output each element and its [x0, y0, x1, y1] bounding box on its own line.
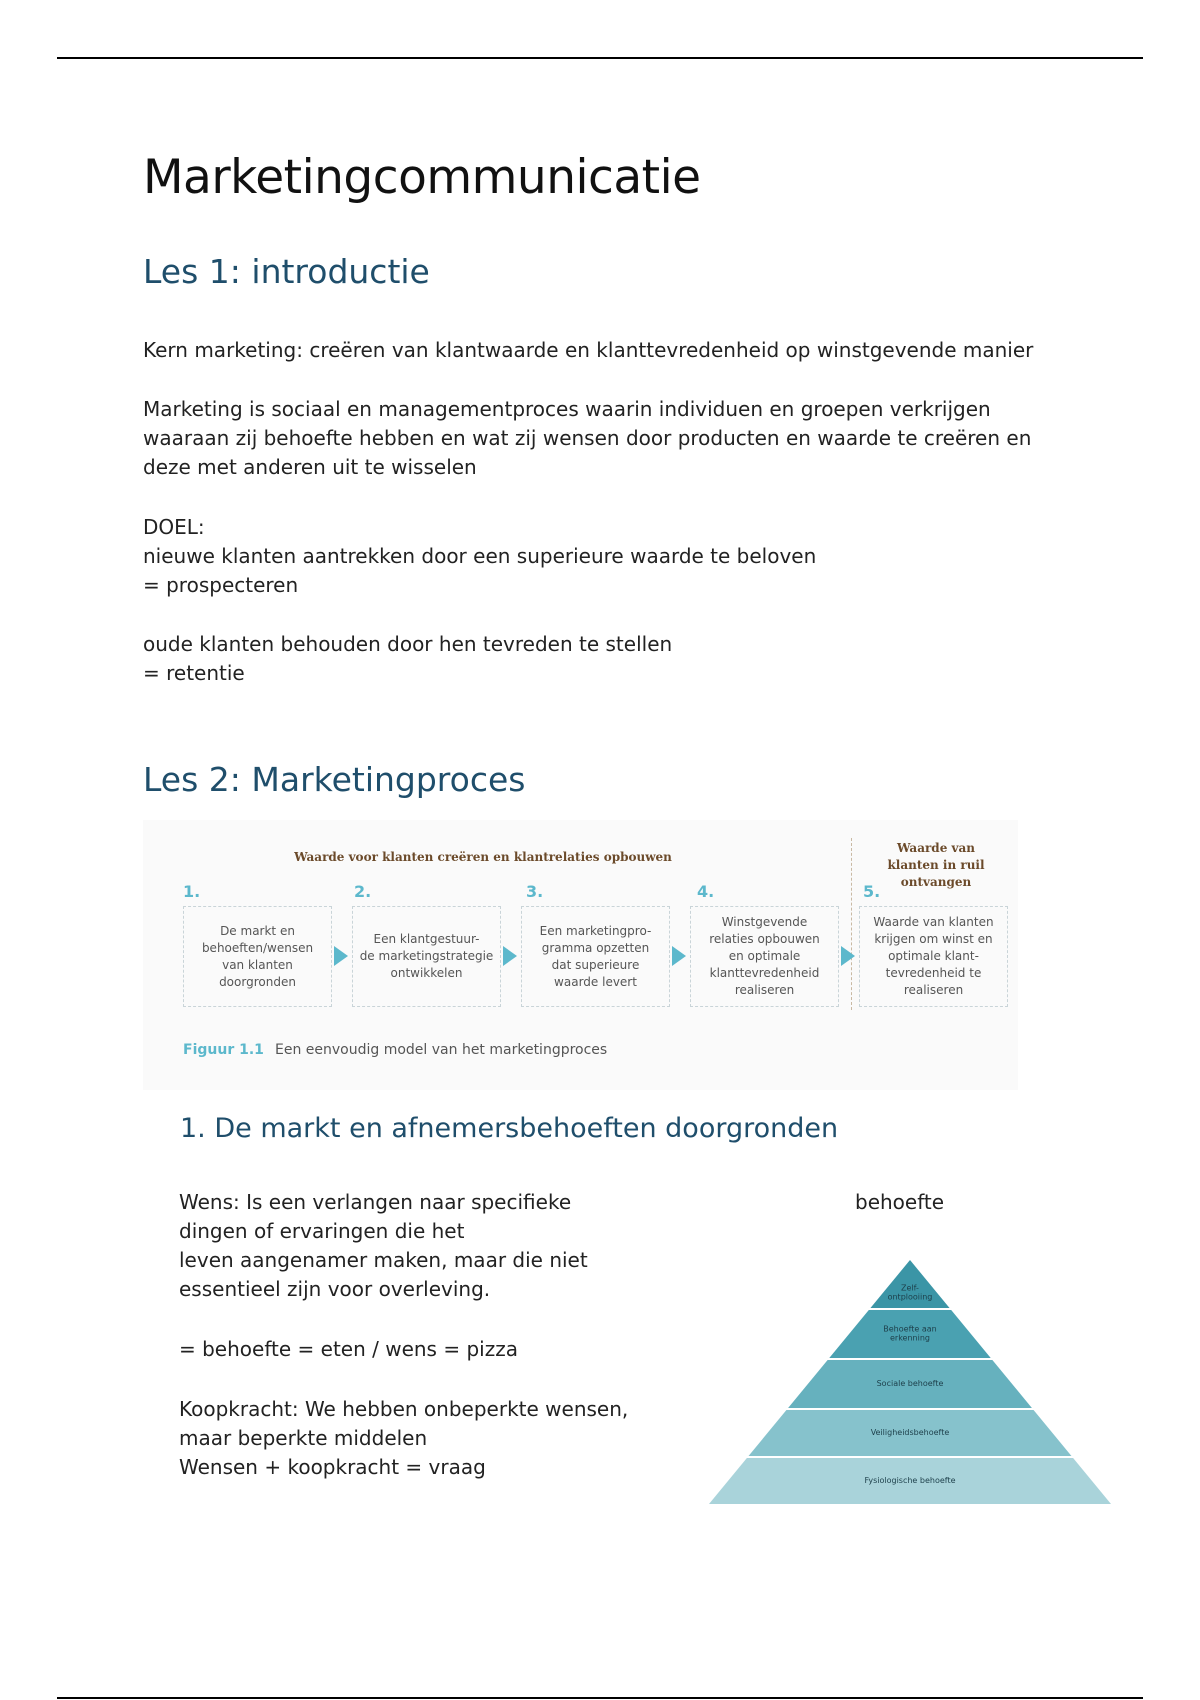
step-text: Een klantgestuur- de marketingstrategie ontwikkelen	[359, 932, 494, 980]
arrow-right-icon	[334, 946, 348, 966]
definition-line: Marketing is sociaal en managementproces waarin individuen en groepen verkrijgen	[143, 397, 991, 421]
doel-line: = prospecteren	[143, 573, 299, 597]
kern-marketing-text: Kern marketing: creëren van klantwaarde en klanttevredenheid op winstgevende manier	[143, 338, 1034, 362]
process-step-box	[352, 906, 501, 1007]
step-text: Winstgevende relaties opbouwen en optimale klanttevredenheid realiseren	[709, 915, 820, 997]
koopkracht-line: Wensen + koopkracht = vraag	[179, 1455, 486, 1479]
step-text: Een marketingpro- gramma opzetten dat superieure waarde levert	[539, 923, 652, 989]
top-rule	[57, 57, 1143, 59]
pyramid-level-label: Sociale behoefte	[876, 1379, 944, 1388]
step-number: 4.	[697, 882, 715, 901]
wens-line: Wens: Is een verlangen naar specifieke	[179, 1190, 572, 1214]
doel-label: DOEL:	[143, 515, 205, 539]
koopkracht-line: maar beperkte middelen	[179, 1426, 428, 1450]
pyramid-level-label: Fysiologische behoefte	[864, 1476, 956, 1485]
step-number: 2.	[354, 882, 372, 901]
section-heading-markt: 1. De markt en afnemersbehoeften doorgronden	[180, 1113, 839, 1144]
marketing-definition	[143, 395, 1031, 482]
arrow-right-icon	[841, 946, 855, 966]
doel-line: nieuwe klanten aantrekken door een superieure waarde te beloven	[143, 544, 817, 568]
doel-line: oude klanten behouden door hen tevreden te stellen	[143, 632, 673, 656]
wens-line: leven aangenamer maken, maar die niet	[179, 1248, 588, 1272]
step-text: De markt en behoeften/wensen van klanten doorgronden	[201, 923, 314, 989]
process-step-box	[521, 906, 670, 1007]
marketing-process-figure	[143, 820, 1018, 1090]
figure-divider	[851, 838, 852, 1010]
les1-heading: Les 1: introductie	[143, 252, 430, 291]
arrow-right-icon	[672, 946, 686, 966]
step-number: 3.	[526, 882, 544, 901]
wens-line: dingen of ervaringen die het	[179, 1219, 465, 1243]
definition-line: waaraan zij behoefte hebben en wat zij wensen door producten en waarde te creëren en	[143, 426, 1032, 450]
arrow-right-icon	[503, 946, 517, 966]
pyramid-level-label: Veiligheidsbehoefte	[870, 1428, 950, 1437]
pyramid-label: behoefte	[855, 1190, 945, 1214]
step-number: 5.	[863, 882, 881, 901]
step-number: 1.	[183, 882, 201, 901]
process-step-box	[690, 906, 839, 1007]
behoefte-example: = behoefte = eten / wens = pizza	[179, 1337, 518, 1361]
pyramid-level-label: Zelf-ontplooiing	[887, 1283, 933, 1302]
retentie-block	[143, 630, 672, 688]
wens-definition	[179, 1188, 588, 1304]
figure-header-left: Waarde voor klanten creëren en klantrelaties opbouwen	[294, 850, 672, 864]
figure-header-right: Waarde van klanten in ruil ontvangen	[887, 841, 985, 889]
process-step-box	[859, 906, 1008, 1007]
koopkracht-block	[179, 1395, 628, 1482]
definition-line: deze met anderen uit te wisselen	[143, 455, 477, 479]
step-text: Waarde van klanten krijgen om winst en optimale klant- tevredenheid te realiseren	[873, 915, 994, 997]
figure-caption: Een eenvoudig model van het marketingproces	[275, 1042, 608, 1058]
koopkracht-line: Koopkracht: We hebben onbeperkte wensen,	[179, 1397, 629, 1421]
bottom-rule	[57, 1697, 1143, 1699]
doel-line: = retentie	[143, 661, 245, 685]
doel-block	[143, 513, 816, 600]
needs-pyramid	[709, 1260, 1111, 1504]
wens-line: essentieel zijn voor overleving.	[179, 1277, 491, 1301]
les2-heading: Les 2: Marketingproces	[143, 760, 526, 799]
pyramid-level-label: Behoefte aan erkenning	[883, 1324, 937, 1343]
figure-caption-label: Figuur 1.1	[183, 1042, 264, 1058]
process-step-box	[183, 906, 332, 1007]
document-title: Marketingcommunicatie	[143, 150, 701, 205]
